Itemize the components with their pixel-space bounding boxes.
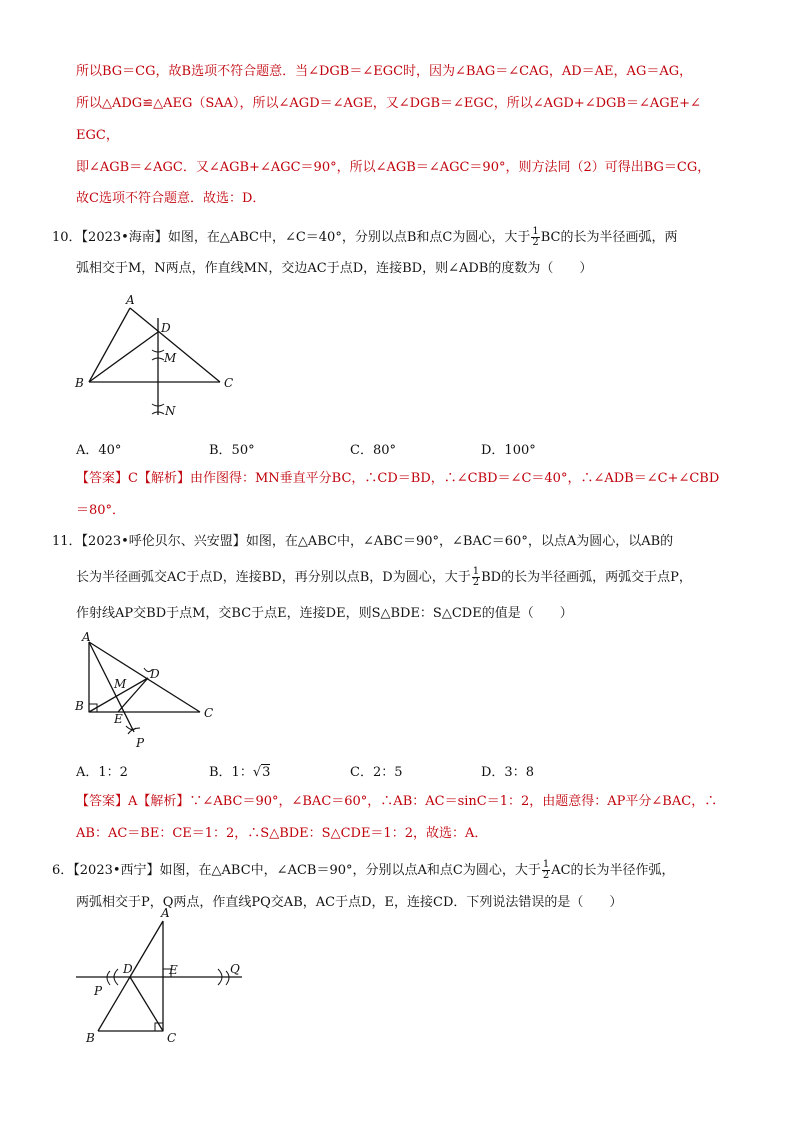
solution-line: 即∠AGB＝∠AGC．又∠AGB+∠AGC＝90°，所以∠AGB＝∠AGC＝90°，则方法同（2）可得出BG＝CG， (76, 160, 711, 175)
question-number: 10． (52, 230, 82, 245)
label-P: P (94, 984, 103, 998)
option-a: A．40° (76, 443, 122, 458)
fraction: $\frac{1}{2}$ (472, 566, 480, 588)
label-D: D (123, 962, 133, 976)
label-M: M (164, 351, 177, 365)
question-source: 【2023•海南】 (81, 230, 168, 245)
question-11-line1 (52, 533, 673, 551)
label-E: E (114, 712, 123, 726)
solution-line: 故C选项不符合题意．故选：D． (76, 191, 266, 206)
question-10-line2: 弧相交于M，N两点，作直线MN，交边AC于点D，连接BD，则∠ADB的度数为（ ） (76, 261, 593, 276)
option-b: B．50° (209, 443, 255, 458)
answer-line (76, 470, 719, 488)
label-C: C (204, 706, 214, 720)
option-b: B．1：√3 (209, 765, 271, 780)
question-source: 【2023•西宁】 (73, 863, 160, 878)
label-P: P (136, 736, 145, 750)
question-text: 如图，在△ABC中，∠C＝40°，分别以点B和点C为圆心，大于 (167, 230, 531, 245)
question-6-figure (70, 906, 260, 1050)
label-Q: Q (230, 962, 240, 976)
analysis-text: ∵∠ABC＝90°，∠BAC＝60°，∴AB：AC＝sinC＝1：2，由题意得：AP平分∠BAC，∴ (189, 794, 718, 809)
analysis-tag: 【解析】 (137, 471, 190, 486)
fraction: $\frac{1}{2}$ (532, 226, 539, 248)
question-11-line3: 作射线AP交BD于点M，交BC于点E，连接DE，则S△BDE：S△CDE的值是（ ） (76, 606, 573, 621)
answer-value: C (128, 471, 138, 486)
label-D: D (161, 321, 171, 335)
question-text: BD的长为半径画弧，两弧交于点P， (481, 570, 692, 585)
analysis-text: 由作图得：MN垂直平分BC，∴CD＝BD，∴∠CBD＝∠C＝40°，∴∠ADB＝∠C+∠CBD (189, 471, 720, 486)
sqrt-radicand: 3 (262, 765, 271, 780)
question-10-line1 (52, 227, 677, 248)
label-E: E (169, 963, 178, 977)
solution-line: 所以△ADG≌△AEG（SAA），所以∠AGD＝∠AGE，又∠DGB＝∠EGC，所以∠AGD+∠DGB＝∠AGE+∠ (76, 96, 701, 111)
analysis-line: ＝80°． (76, 503, 126, 518)
option-a: A．1：2 (76, 765, 128, 780)
question-source: 【2023•呼伦贝尔、兴安盟】 (81, 534, 246, 549)
label-A: A (126, 293, 135, 307)
solution-line: 所以BG＝CG，故B选项不符合题意．当∠DGB＝∠EGC时，因为∠BAG＝∠CAG，AD＝AE，AG＝AG， (76, 64, 693, 79)
question-text: AC的长为半径作弧， (551, 863, 675, 878)
option-d: D．3：8 (481, 765, 534, 780)
question-number: 6． (52, 863, 74, 878)
label-A: A (82, 630, 91, 644)
answer-tag: 【答案】 (76, 471, 129, 486)
analysis-tag: 【解析】 (137, 794, 190, 809)
question-text: 长为半径画弧交AC于点D，连接BD，再分别以点B，D为圆心，大于 (76, 570, 471, 585)
question-11-figure (70, 628, 230, 753)
question-6-line2: 两弧相交于P，Q两点，作直线PQ交AB，AC于点D，E，连接CD．下列说法错误的是（ ） (76, 895, 623, 910)
label-A: A (161, 906, 170, 920)
label-B: B (75, 699, 84, 713)
question-text: 如图，在△ABC中，∠ABC＝90°，∠BAC＝60°，以点A为圆心，以AB的 (245, 534, 674, 549)
label-N: N (165, 404, 176, 418)
analysis-line: AB：AC＝BE：CE＝1：2，∴S△BDE：S△CDE＝1：2，故选：A． (76, 826, 488, 841)
option-c: C．80° (350, 443, 396, 458)
question-text: 如图，在△ABC中，∠ACB＝90°，分别以点A和点C为圆心，大于 (159, 863, 541, 878)
question-11-line2 (76, 567, 692, 588)
label-B: B (86, 1031, 95, 1045)
fraction: $\frac{1}{2}$ (542, 859, 550, 881)
solution-line: EGC， (76, 128, 119, 143)
question-number: 11． (52, 534, 82, 549)
label-M: M (114, 677, 127, 691)
question-6-line1 (52, 860, 675, 881)
label-D: D (150, 667, 160, 681)
option-d: D．100° (481, 443, 536, 458)
label-C: C (224, 376, 234, 390)
option-c: C．2：5 (350, 765, 403, 780)
answer-value: A (128, 794, 138, 809)
label-B: B (75, 376, 84, 390)
answer-tag: 【答案】 (76, 794, 129, 809)
answer-line (76, 793, 717, 811)
question-text: BC的长为半径画弧，两 (540, 230, 678, 245)
label-C: C (167, 1031, 177, 1045)
question-10-figure (70, 290, 260, 425)
